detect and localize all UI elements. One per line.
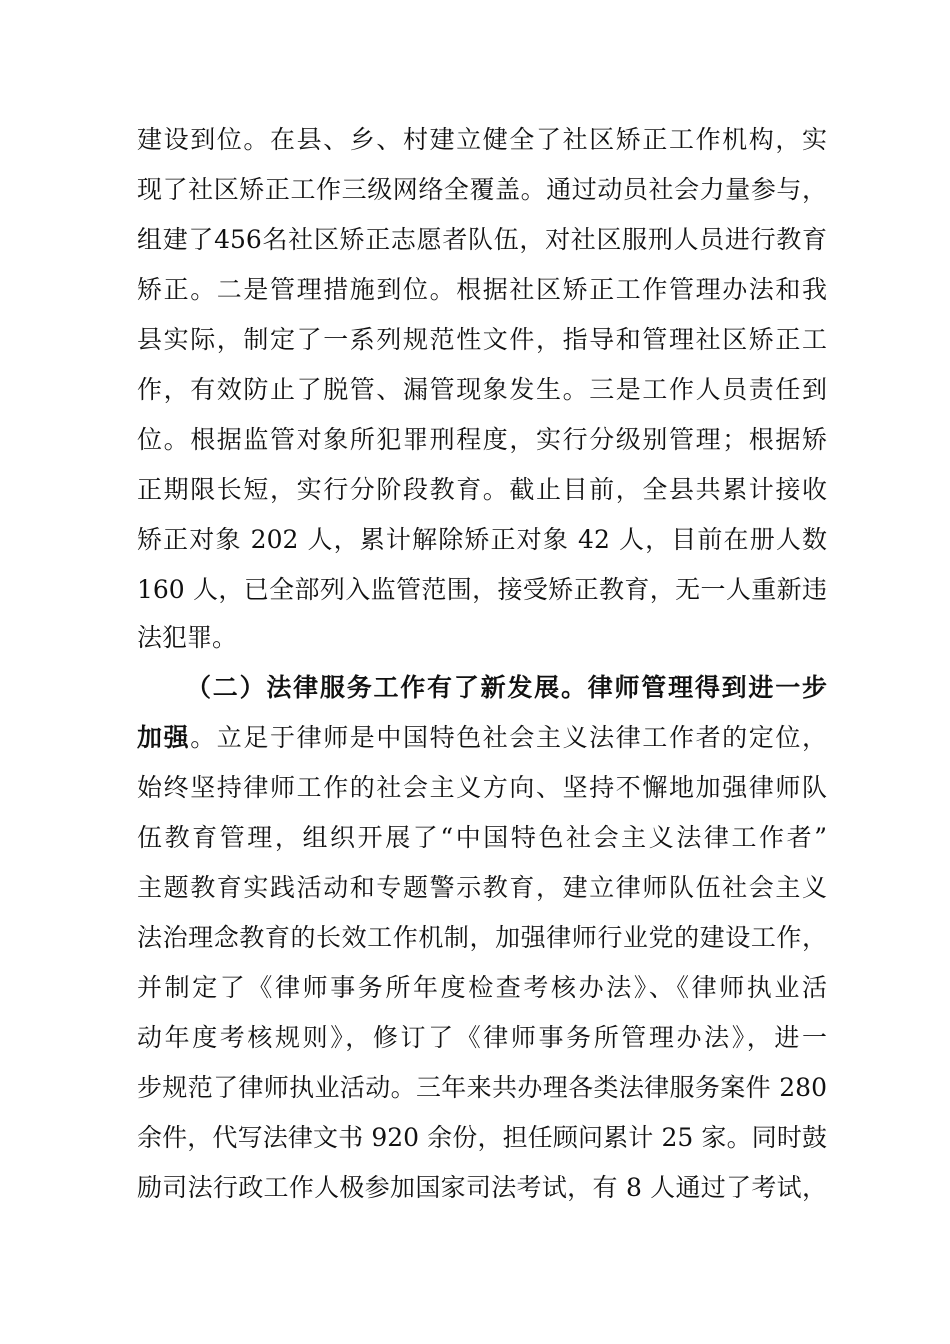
- text-line-19: [137, 1018, 827, 1058]
- line-text: 法犯罪。: [137, 623, 238, 652]
- text-line-17: [137, 918, 827, 958]
- line-text: 。立足于律师是中国特色社会主义法律工作者的定位，: [190, 723, 827, 752]
- line-text: 法治理念教育的长效工作机制，加强律师行业党的建设工作，: [137, 923, 827, 952]
- text-line-9: [137, 520, 827, 560]
- line-text: 并制定了《律师事务所年度检查考核办法》、《律师执业活: [137, 973, 827, 1002]
- text-line-2: [137, 170, 827, 210]
- text-line-3: [137, 220, 827, 260]
- line-text: 现了社区矫正工作三级网络全覆盖。通过动员社会力量参与，: [137, 175, 827, 204]
- text-line-14: [137, 768, 827, 808]
- line-text: 步规范了律师执业活动。三年来共办理各类法律服务案件 280: [137, 1073, 827, 1102]
- text-line-4: [137, 270, 827, 310]
- text-line-1: [137, 120, 827, 160]
- text-line-21: [137, 1118, 827, 1158]
- text-line-10: [137, 570, 827, 610]
- line-text: 建设到位。在县、乡、村建立健全了社区矫正工作机构，实: [137, 125, 827, 154]
- line-text: 余件，代写法律文书 920 余份，担任顾问累计 25 家。同时鼓: [137, 1123, 827, 1152]
- text-line-6: [137, 370, 827, 410]
- line-text: 160 人，已全部列入监管范围，接受矫正教育，无一人重新违: [137, 575, 827, 604]
- section-heading: （二）法律服务工作有了新发展。律师管理得到进一步: [186, 673, 827, 702]
- line-text: 始终坚持律师工作的社会主义方向、坚持不懈地加强律师队: [137, 773, 827, 802]
- line-text: 伍教育管理，组织开展了“中国特色社会主义法律工作者”: [137, 823, 827, 852]
- text-line-16: [137, 868, 827, 908]
- line-text: 组建了456名社区矫正志愿者队伍，对社区服刑人员进行教育: [137, 225, 827, 254]
- line-text: 矫正对象 202 人，累计解除矫正对象 42 人，目前在册人数: [137, 525, 827, 554]
- heading-continuation: 加强: [137, 723, 191, 752]
- line-text: 励司法行政工作人极参加国家司法考试，有 8 人通过了考试，: [137, 1173, 827, 1202]
- text-line-11: [137, 618, 827, 658]
- text-line-15: [137, 818, 827, 858]
- text-line-7: [137, 420, 827, 460]
- text-line-22: [137, 1168, 827, 1208]
- text-line-8: [137, 470, 827, 510]
- text-line-20: [137, 1068, 827, 1108]
- text-line-5: [137, 320, 827, 360]
- line-text: 主题教育实践活动和专题警示教育，建立律师队伍社会主义: [137, 873, 827, 902]
- text-line-18: [137, 968, 827, 1008]
- section-heading-line: [186, 668, 827, 708]
- line-text: 县实际，制定了一系列规范性文件，指导和管理社区矫正工: [137, 325, 827, 354]
- text-line-13: [137, 718, 827, 758]
- line-text: 作，有效防止了脱管、漏管现象发生。三是工作人员责任到: [137, 375, 827, 404]
- line-text: 动年度考核规则》，修订了《律师事务所管理办法》，进一: [137, 1023, 827, 1052]
- line-text: 矫正。二是管理措施到位。根据社区矫正工作管理办法和我: [137, 275, 827, 304]
- line-text: 正期限长短，实行分阶段教育。截止目前，全县共累计接收: [137, 475, 827, 504]
- line-text: 位。根据监管对象所犯罪刑程度，实行分级别管理；根据矫: [137, 425, 827, 454]
